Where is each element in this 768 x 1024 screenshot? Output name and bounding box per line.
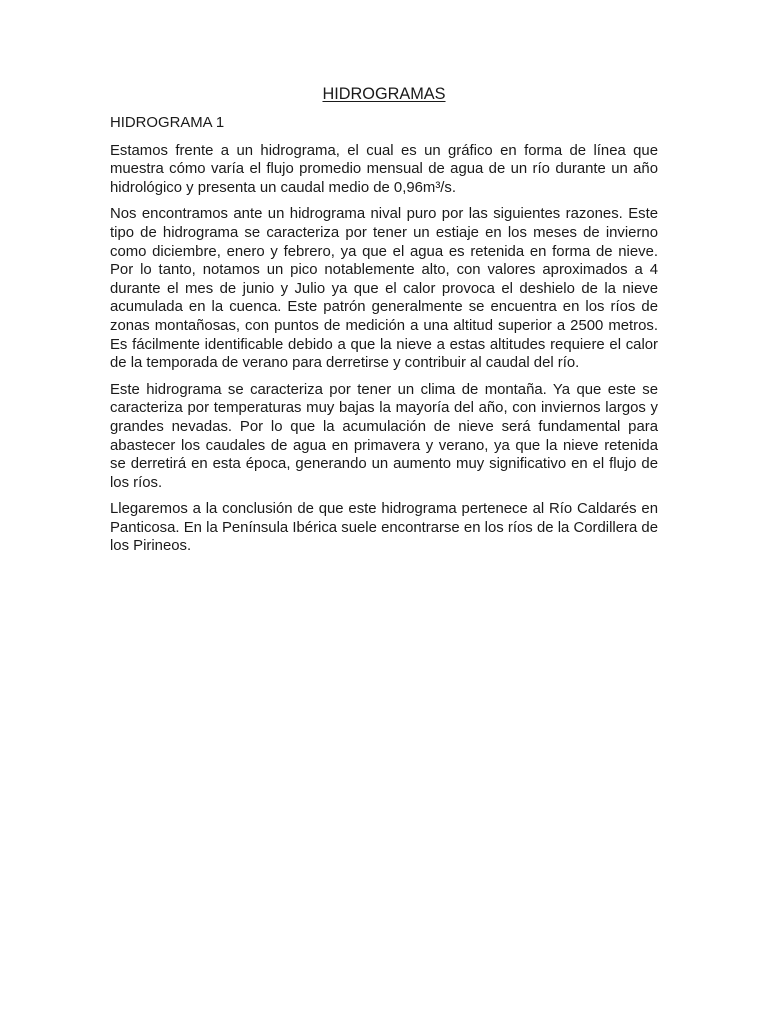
- paragraph-nival-regime: Nos encontramos ante un hidrograma nival puro por las siguientes razones. Este tipo de hidrograma se caracteriza por tener un estiaje en los meses de invierno como diciembre, enero y febrero, ya que el agua es retenida en forma de nieve. Por lo tanto, notamos un pico notablemente alto, con valores aproximados a 4 durante el mes de junio y Julio ya que el calor provoca el deshielo de la nieve acumulada en la cuenca. Este patrón generalmente se encuentra en los ríos de zonas montañosas, con puntos de medición a una altitud superior a 2500 metros. Es fácilmente identificable debido a que la nieve a estas altitudes requiere el calor de la temporada de verano para derretirse y contribuir al caudal del río.: [110, 206, 658, 372]
- paragraph-intro: Estamos frente a un hidrograma, el cual es un gráfico en forma de línea que muestra cómo varía el flujo promedio mensual de agua de un río durante un año hidrológico y presenta un caudal medio de 0,96m³/s.: [110, 142, 658, 196]
- paragraph-climate: Este hidrograma se caracteriza por tener un clima de montaña. Ya que este se caracteriza por temperaturas muy bajas la mayoría del año, con inviernos largos y grandes nevadas. Por lo que la acumulación de nieve será fundamental para abastecer los caudales de agua en primavera y verano, ya que la nieve retenida se derretirá en esta época, generando un aumento muy significativo en el flujo de los ríos.: [110, 381, 658, 491]
- paragraph-conclusion: Llegaremos a la conclusión de que este hidrograma pertenece al Río Caldarés en Panticosa. En la Península Ibérica suele encontrarse en los ríos de la Cordillera de los Pirineos.: [110, 501, 658, 555]
- document-title: HIDROGRAMAS: [322, 85, 446, 103]
- section-heading: HIDROGRAMA 1: [110, 115, 225, 131]
